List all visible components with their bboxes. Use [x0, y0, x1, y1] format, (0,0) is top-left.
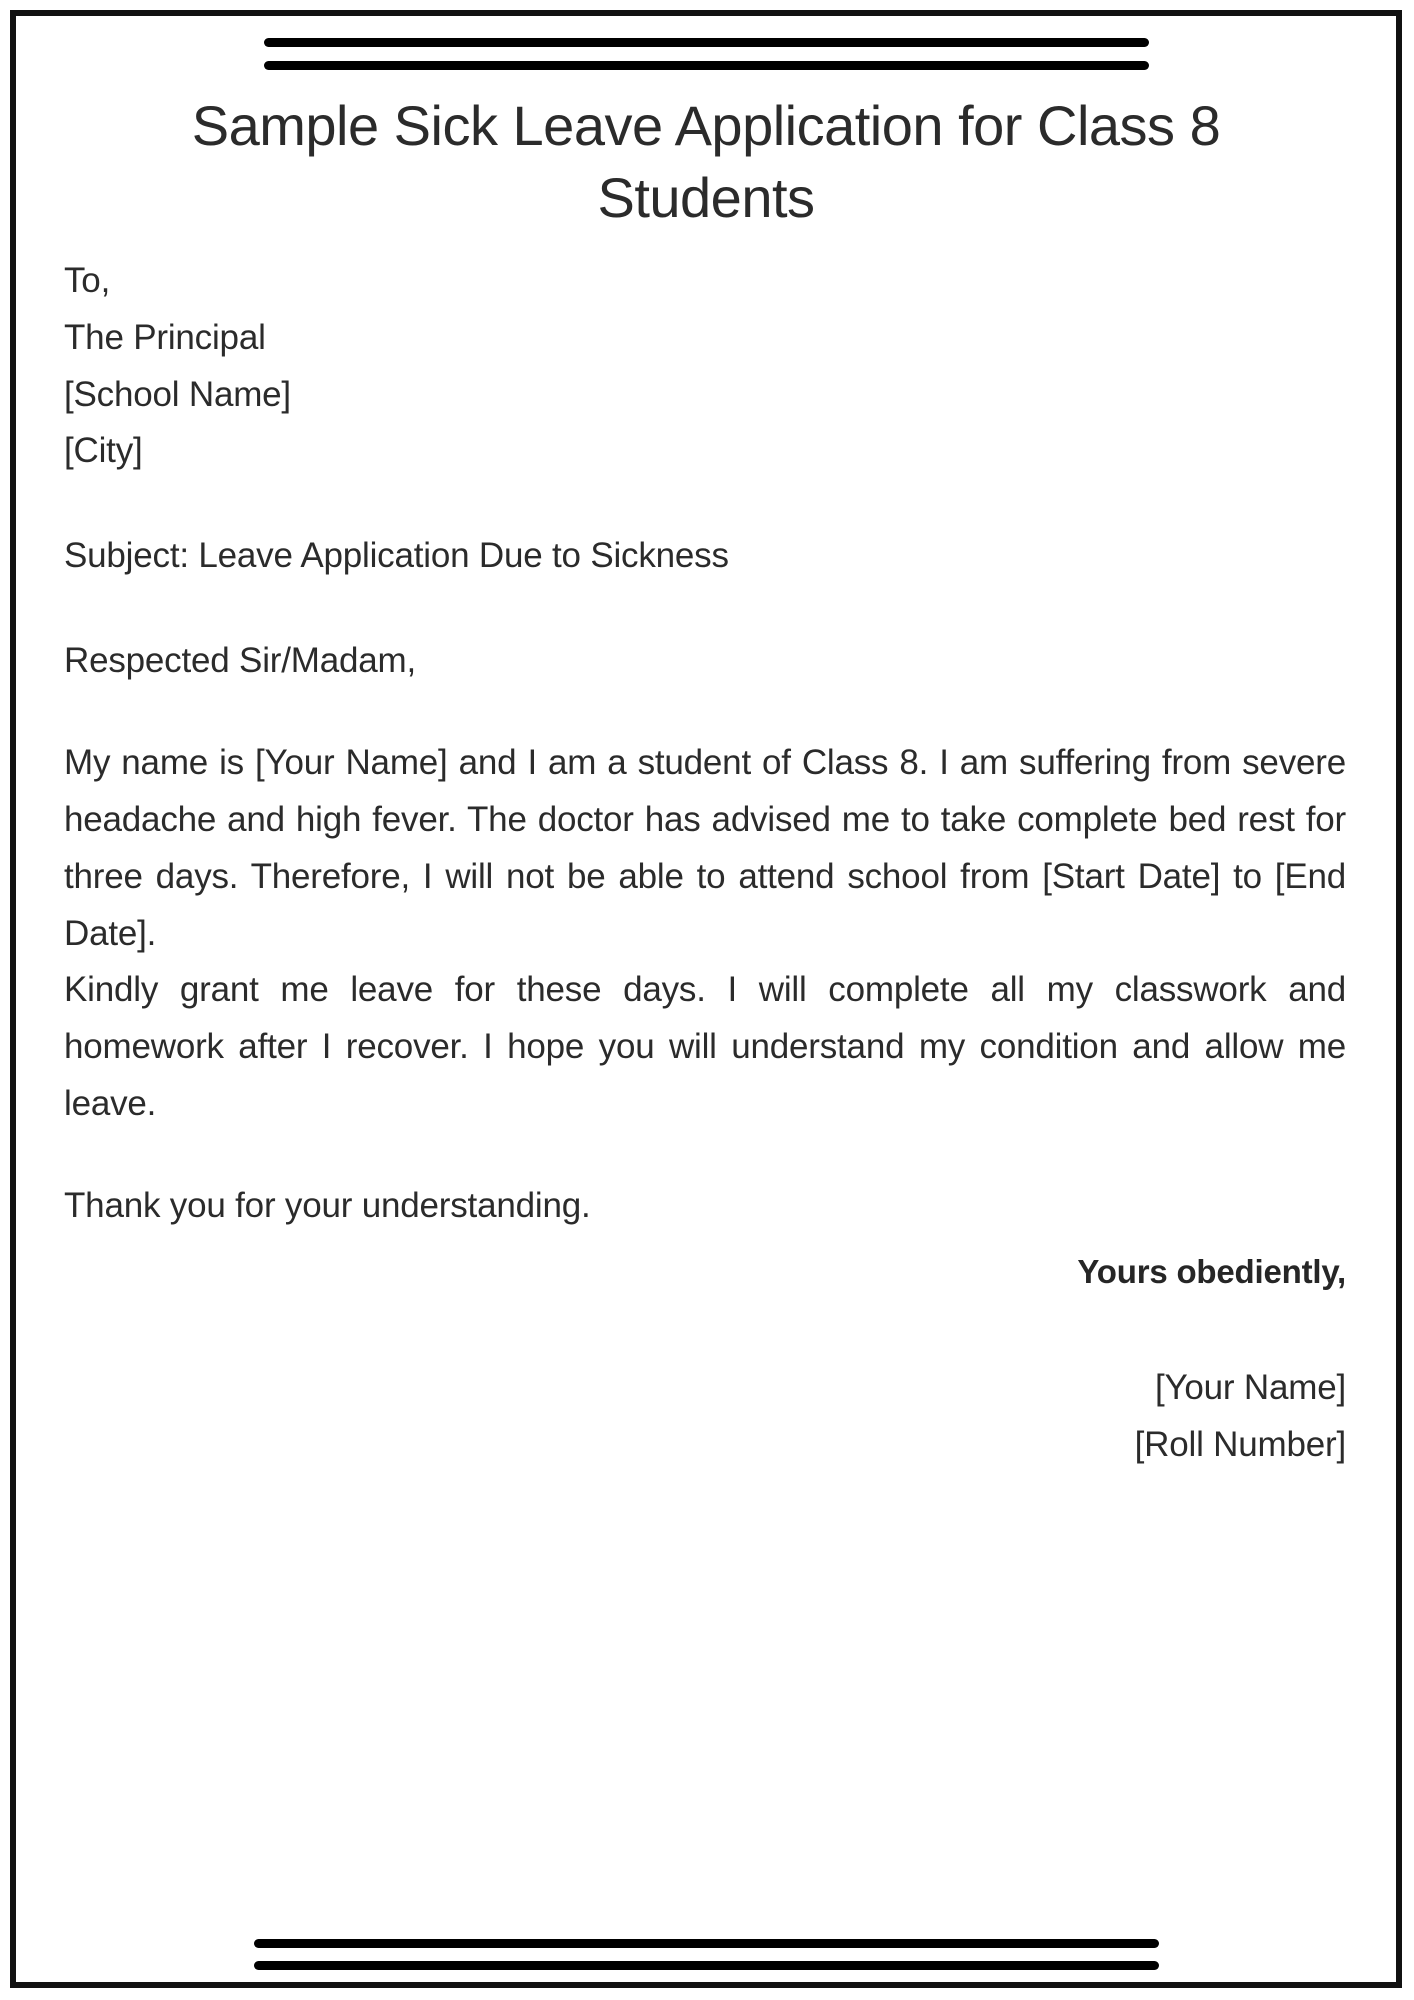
address-recipient: The Principal — [64, 318, 266, 358]
address-school-name: [School Name] — [64, 374, 291, 414]
page-title: Sample Sick Leave Application for Class 8 Students — [191, 94, 1221, 229]
body-paragraph-2: Kindly grant me leave for these days. I will complete all my classwork and homework after I recover. I hope you will understand my condition and allow me leave. — [64, 970, 1346, 1123]
address-to-label: To, — [64, 261, 111, 301]
signature-roll-number: [Roll Number] — [1134, 1425, 1346, 1465]
bottom-divider-line-1 — [254, 1939, 1159, 1948]
spacer-after-subject — [64, 585, 1346, 633]
bottom-divider-group — [16, 1939, 1396, 1970]
body-paragraph-1: My name is [Your Name] and I am a student of Class 8. I am suffering from severe headache and high fever. The doctor has advised me to take complete bed rest for three days. Therefore, I will not be able to attend school from [Start Date] to [End Date]. — [64, 743, 1346, 953]
top-divider-line-1 — [264, 38, 1149, 47]
page-content-area — [16, 38, 1396, 1988]
signature-name: [Your Name] — [1154, 1368, 1346, 1408]
address-city: [City] — [64, 431, 143, 471]
page-border-frame — [10, 10, 1402, 1988]
spacer-after-salutation — [64, 689, 1346, 735]
spacer-after-address — [64, 480, 1346, 528]
signature-block — [64, 1245, 1346, 1474]
letter-body — [44, 253, 1368, 1473]
salutation: Respected Sir/Madam, — [64, 640, 416, 680]
top-divider-line-2 — [264, 61, 1149, 70]
closing-thanks: Thank you for your understanding. — [64, 1186, 591, 1226]
subject-line: Subject: Leave Application Due to Sickness — [64, 536, 729, 576]
top-divider-group — [44, 38, 1368, 70]
spacer-before-thanks — [64, 1132, 1346, 1178]
signature-closing: Yours obediently, — [1077, 1252, 1346, 1290]
spacer-in-signature — [64, 1298, 1346, 1360]
bottom-divider-line-2 — [254, 1961, 1159, 1970]
